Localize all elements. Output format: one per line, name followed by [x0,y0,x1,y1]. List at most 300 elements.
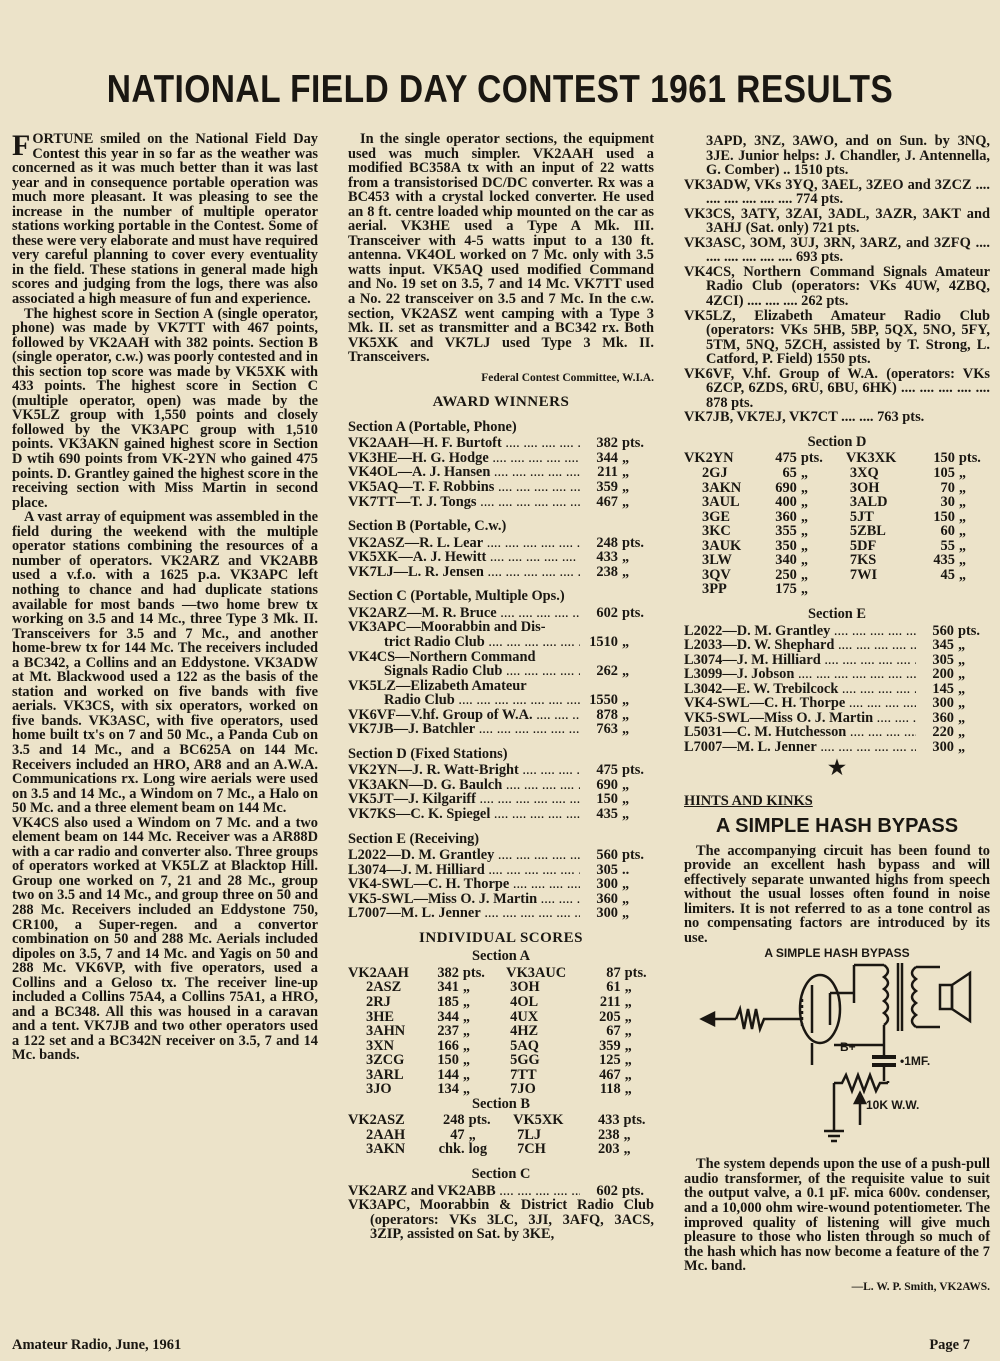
entry-unit: „ [958,724,966,741]
table-cell-points: 344 [437,1008,459,1025]
entry-unit: „ [958,651,966,668]
entry-unit: pts. [622,435,644,452]
list-item: VK3ADW, VKs 3YQ, 3AEL, 3ZEO and 3ZCZ .... .... .... .... .... .... 774 pts. [684,176,990,208]
table-cell-call-sign: 3AKN [702,479,742,496]
table-cell-unit: „ [800,581,809,598]
list-item: VK5LZ, Elizabeth Amateur Radio Club (operators: VKs 5HB, 5BP, 5QX, 5NO, 5FY, 5TM, 5NQ, 5ZCH, assisted by T. Strong, L. Catford, P. Field) 1550 pts. [684,307,990,368]
entry-points: 435 [596,805,618,822]
entry-name: VK2AAH—H. F. Burtoft .... [348,436,580,451]
table-cell-call-sign: 3PP [702,581,727,598]
table-cell-call-sign: 5GG [510,1052,540,1069]
table-cell-unit: „ [800,465,809,482]
table-cell-unit: „ [958,479,967,496]
entry-unit: pts. [622,604,644,621]
table-cell-unit: „ [958,465,967,482]
entry-points: 602 [596,1182,618,1199]
table-cell-call-sign: 7TT [510,1066,537,1083]
equipment-paragraph: A vast array of equipment was assembled in the field during the weekend with the multiple operator stations combining the resources of a number of operators. VK2ARZ and VK2ABB used a v.f.o. with a 1625 p.a. VK3APC left nothing to chance and had duplicate stations available for most bands —two home brew tx working on 3.5 and 14 Mc., three Type 3 Mk. II. Transceivers for 3.5 and 7 Mc., and another home-brew tx for 144 Mc. The receivers included a BC342, a Collins and an Eddystone. VK3ADW at Mt. Blackwood used a 122 as the basis of the station and worked on five bands with five aerials. VK3CS, with six operators, worked on five bands. VK3ASC, with five operators, used home built tx's on 7 and 50 Mc., a Panda Cub on 3.5 and 14 Mc., and a BC625A on 144 Mc. Receivers included an HRO, AR8 and an A.W.A. Communications rx. Long wire aerials were used on 3.5 and 14 Mc., a Windom on 7 Mc., a Halo on 50 Mc. and a three element beam on 144 Mc. [12,509,318,817]
table-row [348,1082,654,1097]
table-cell-unit: „ [624,1037,632,1054]
table-cell-call-sign: 5JT [849,508,874,525]
table-cell-call-sign: 2GJ [702,465,728,482]
table-row [684,568,990,583]
entry-unit: „ [622,479,630,496]
hints-and-kinks-heading: HINTS AND KINKS [684,793,813,810]
table-row [348,1039,654,1054]
award-section-b-heading: Section B (Portable, C.w.) [348,518,507,535]
table-cell-unit: „ [462,1081,471,1098]
list-item [348,906,654,921]
table-cell-call-sign: 3QV [702,566,731,583]
table-cell-points: 355 [775,523,797,540]
table-cell-unit: „ [624,1081,632,1098]
entry-points: 433 [596,549,618,566]
table-cell-call-sign: 2RJ [366,993,391,1010]
table-cell-unit [959,582,990,597]
entry-name: L3099—J. Jobson .... [684,667,916,682]
entry-points: 300 [932,695,954,712]
table-cell-unit: pts. [958,450,981,467]
table-cell-points: 211 [599,993,621,1010]
list-item: VK4CS, Northern Command Signals Amateur Radio Club (operators: VKs 4UW, 4ZBQ, 4ZCI) .... .... .... 262 pts. [684,263,990,310]
award-section-d-heading: Section D (Fixed Stations) [348,745,508,762]
entry-unit: pts. [622,847,644,864]
entry-name: trict Radio Club .... [384,635,580,650]
table-cell-unit: „ [462,1066,471,1083]
table-row [348,1053,654,1068]
entry-unit: „ [622,663,630,680]
table-cell-call-sign: 5ZBL [849,523,886,540]
table-cell-call-sign: 3ALD [849,494,888,511]
table-cell-unit: „ [800,552,809,569]
entry-points: 1510 [589,633,618,650]
entry-points: 382 [596,435,618,452]
entry-points: 300 [596,876,618,893]
table-cell-points: 134 [437,1081,459,1098]
table-cell-unit: pts. [462,964,485,981]
entry-unit: pts. [622,534,644,551]
entry-unit: „ [622,549,630,566]
circuit-title: A SIMPLE HASH BYPASS [764,946,910,961]
entry-points: 602 [596,604,618,621]
entry-unit: „ [622,449,630,466]
table-cell-call-sign: 3AUK [702,537,742,554]
column-3 [684,134,990,1298]
entry-points: 1550 [589,692,618,709]
list-item [684,682,990,697]
table-cell-call-sign: 3GE [702,508,730,525]
entry-unit: „ [622,905,630,922]
table-cell-unit: log [468,1141,488,1158]
page-title: NATIONAL FIELD DAY CONTEST 1961 RESULTS [106,68,894,111]
entry-unit: „ [958,738,966,755]
entry-name: VK4OL—A. J. Hansen .... [348,465,580,480]
award-section-c-heading: Section C (Portable, Multiple Ops.) [348,588,565,605]
table-cell-call-sign: VK2ASZ [348,1112,405,1129]
entry-name: VK2ARZ—M. R. Bruce .... [348,606,580,621]
footer-publication: Amateur Radio, June, 1961 [12,1337,182,1353]
entry-points: 467 [596,493,618,510]
table-cell-call-sign: 2ASZ [366,979,402,996]
entry-unit: .. [622,861,630,878]
equipment-paragraph-2: VK4CS also used a Windom on 7 Mc. and a two element beam on 144 Mc. Receiver was a AR88D with a car radio and converter also. Three groups of operators worked at VK5LZ at Blacktop Hill. Group one worked on 7, 21 and 28 Mc., group two on 3.5 and 14 Mc., and group three on 50 and 288 Mc. Receivers included an Eddystone 750, CR100, a Super-regen. and a convertor combination on 50 and 288 Mc. Aerials included dipoles on 3.5, 7 and 14 Mc. and Yagis on 50 and 288 Mc. VK6VP, with five operators, used a Collins and a Geloso tx. The receiver line-up included a Collins 75A4, a Collins 75A1, a HRO, and a BC348. All this was housed in a caravan and a tent. VK7JB and two other operators used a 122 set and a BC342N receiver on 3.5, 7 and 14 Mc. bands. [12,814,318,1064]
table-cell-unit: „ [624,1008,632,1025]
hash-bypass-signature: —L. W. P. Smith, VK2AWS. [851,1280,990,1293]
table-cell-call-sign: 3ARL [366,1066,404,1083]
list-item [684,740,990,755]
table-row [348,1068,654,1083]
table-cell-points: 248 [443,1112,465,1129]
table-cell-call-sign: 7KS [849,552,877,569]
table-cell-call-sign: 3AKN [366,1141,406,1158]
entry-name: Radio Club .... [384,693,580,708]
table-cell-call-sign [832,582,923,597]
list-item [348,708,654,723]
entry-unit: „ [958,666,966,683]
entry-points: 220 [932,724,954,741]
entry-name: VK7JB—J. Batchler .... [348,722,580,737]
table-row [684,451,990,466]
table-cell-call-sign: VK3AUC [506,964,567,981]
table-cell-points: 185 [437,993,459,1010]
table-cell-call-sign: 2AAH [366,1126,406,1143]
list-item [684,696,990,711]
individual-section-d-heading: Section D [807,433,867,450]
entry-unit: „ [622,493,630,510]
list-item [348,863,654,878]
table-cell-points: 144 [437,1066,459,1083]
table-cell-call-sign: VK2YN [684,450,734,467]
drop-cap: F [12,129,31,162]
table-cell-unit: „ [468,1126,476,1143]
list-item: VK4CS—Northern Command [348,648,536,665]
table-cell-points: 467 [599,1066,621,1083]
list-item [348,565,654,580]
table-cell-points: 118 [599,1081,621,1098]
table-cell-call-sign: 7LJ [517,1126,542,1143]
entry-name: L5031—C. M. Hutchesson .... [684,725,916,740]
table-cell-points: 150 [933,508,955,525]
entry-unit: „ [622,692,630,709]
table-row [684,524,990,539]
entry-name: VK7KS—C. K. Spiegel .... [348,807,580,822]
award-section-d-list [348,763,654,821]
table-cell-points: 475 [775,450,797,467]
table-cell-call-sign: 3AUL [702,494,740,511]
list-item [348,465,654,480]
table-cell-unit: „ [800,508,809,525]
entry-name: Signals Radio Club .... [384,664,580,679]
table-cell-unit: „ [624,1066,632,1083]
table-cell-call-sign: 5AQ [510,1037,539,1054]
entry-unit: „ [622,706,630,723]
table-cell-points: 350 [775,537,797,554]
table-cell-call-sign: VK5XK [513,1112,564,1129]
table-cell-points: 435 [933,552,955,569]
entry-unit: „ [622,563,630,580]
intro-text: ORTUNE smiled on the National Field Day Contest this year in so far as the weather was concerned as it was much better than it was last year and in consequence portable operation was much more pleasant. It was pleasing to see the increase in the number of multiple operator stations working portable in the Contest. Some of these were very elaborate and must have required very careful planning to cover every eventuality in the field. These stations in general made high scores and judging from the logs, there was also associated a high measure of fun and experience. [12,131,318,308]
table-cell-points: 60 [940,523,955,540]
table-cell-points: 87 [606,964,621,981]
entry-points: 305 [932,651,954,668]
table-row [348,1113,654,1128]
table-cell-unit: „ [462,993,471,1010]
table-cell-call-sign: 3OH [510,979,540,996]
entry-name: VK5-SWL—Miss O. J. Martin .... [684,711,916,726]
award-section-c-list [348,606,654,737]
table-cell-unit: „ [958,552,967,569]
table-cell-unit: „ [958,566,967,583]
table-row [684,510,990,525]
entry-unit: „ [958,637,966,654]
table-row [348,1010,654,1025]
entry-points: 211 [597,464,618,481]
entry-name: VK4-SWL—C. H. Thorpe .... [348,877,580,892]
entry-points: 690 [596,776,618,793]
table-cell-unit: „ [462,1023,471,1040]
column-1 [12,129,318,1064]
circuit-capacitor-label: •1MF. [900,1054,931,1069]
circuit-potentiometer-label: 10K W.W. [866,1098,920,1113]
table-cell-call-sign: 7JO [510,1081,536,1098]
table-row [684,481,990,496]
table-cell-call-sign: 3XQ [849,465,879,482]
table-cell-unit: „ [624,1023,632,1040]
table-cell-call-sign: 4UX [510,1008,539,1025]
entry-name: VK2ASZ—R. L. Lear .... [348,536,580,551]
entry-name: VK5AQ—T. F. Robbins .... [348,480,580,495]
table-cell-points: 250 [775,566,797,583]
individual-section-d-table [684,451,990,596]
table-row [684,495,990,510]
table-cell-points: 690 [775,479,797,496]
table-cell-unit: „ [800,494,809,511]
table-row [684,553,990,568]
table-cell-points [923,582,959,597]
table-cell-unit: „ [800,523,809,540]
table-cell-unit: „ [462,1052,471,1069]
table-cell-unit: „ [958,537,967,554]
list-item: VK6VF, V.hf. Group of W.A. (operators: VKs 6ZCP, 6ZDS, 6RU, 6BU, 6HK) .... .... .... .... .... 878 pts. [684,365,990,411]
award-section-a-list [348,436,654,509]
list-item [348,877,654,892]
table-cell-call-sign: 4HZ [510,1023,539,1040]
entry-unit: „ [622,805,630,822]
list-item: 3APD, 3NZ, 3AWO, and on Sun. by 3NQ, 3JE. Junior helps: J. Chandler, J. Antennella, G. Comber) .. 1510 pts. [706,133,990,179]
list-item: VK7JB, VK7EJ, VK7CT .... .... 763 pts. [684,409,925,426]
list-item [348,536,654,551]
table-row [348,1128,654,1143]
table-cell-unit: „ [624,1052,632,1069]
list-item [684,653,990,668]
table-cell-points: 105 [933,465,955,482]
list-item [684,725,990,740]
table-cell-points: 237 [437,1023,459,1040]
list-item [348,635,654,650]
table-cell-points: 61 [606,979,621,996]
table-cell-call-sign: 7CH [517,1141,546,1158]
table-cell-points: 340 [775,552,797,569]
table-cell-points: 205 [599,1008,621,1025]
award-section-a-heading: Section A (Portable, Phone) [348,418,517,435]
table-cell-unit: „ [624,993,632,1010]
table-cell-unit: „ [958,494,967,511]
individual-section-e-list [684,624,990,755]
entry-points: 475 [596,762,618,779]
entry-unit: „ [622,890,630,907]
list-item: VK3ASC, 3OM, 3UJ, 3RN, 3ARZ, and 3ZFQ .... .... .... .... .... .... 693 pts. [684,234,990,266]
entry-points: 150 [596,791,618,808]
list-item [684,711,990,726]
individual-section-c-heading: Section C [471,1166,531,1182]
entry-name: VK5-SWL—Miss O. J. Martin .... [348,892,580,907]
entry-points: 305 [596,861,618,878]
list-item [348,693,654,708]
entry-points: 145 [932,680,954,697]
list-item [348,480,654,495]
entry-name: VK6VF—V.hf. Group of W.A. .... [348,708,580,723]
table-row [348,995,654,1010]
hash-bypass-paragraph: The accompanying circuit has been found to provide an excellent hash bypass and will effectively separate unwanted highs from speech without the usual losses often found in noise limiters. It is not referred to as a tone control as no compensating factors are introduced by its use. [684,842,990,946]
table-cell-unit: pts. [800,450,823,467]
table-row [684,539,990,554]
individual-section-a-heading: Section A [472,948,530,965]
table-cell-points: 30 [940,494,955,511]
table-cell-unit: „ [623,1141,631,1158]
entry-points: 344 [596,449,618,466]
table-cell-points: 238 [597,1126,620,1143]
entry-name: VK7LJ—L. R. Jensen .... [348,565,580,580]
individual-section-b-heading: Section B [472,1095,530,1112]
table-cell-unit: „ [462,1008,471,1025]
table-cell-points: 360 [775,508,797,525]
table-cell-unit: pts. [624,964,647,981]
table-cell-points: 175 [775,581,797,598]
entry-unit: „ [958,695,966,712]
table-cell-call-sign: VK2AAH [348,964,409,981]
circuit-diagram [684,945,990,1157]
entry-name: L3074—J. M. Hilliard .... [684,653,916,668]
list-item [348,722,654,737]
table-cell-unit: pts. [623,1112,646,1129]
table-cell-unit: „ [800,566,809,583]
entry-name: VK4-SWL—C. H. Thorpe .... [684,696,916,711]
entry-points: 560 [596,847,618,864]
entry-unit: pts. [622,1182,644,1199]
entry-name: VK2YN—J. R. Watt-Bright .... [348,763,580,778]
entry-points: 300 [596,905,618,922]
table-cell-points: 55 [940,537,955,554]
entry-points: 360 [932,709,954,726]
column-2 [348,132,654,1242]
award-section-e-heading: Section E (Receiving) [348,830,480,847]
table-cell-call-sign: 3LW [702,552,732,569]
table-cell-call-sign: 3OH [849,479,880,496]
list-item [348,495,654,510]
single-operator-paragraph: In the single operator sections, the equipment used was much simpler. VK2AAH used a modified BC358A tx with an input of 22 watts from a transistorised DC/DC converter. Rx was a BC453 with a crystal locked converter. He used an 8 ft. centre loaded whip mounted on the car as aerial. VK3HE used a Type A Mk. III. Transceiver with 4-5 watts input to a 130 ft. antenna. VK4OL worked on 7 Mc. only with 3.5 watts input. VK5AQ used modified Command and No. 19 set on 3.5, 7 and 14 Mc. VK7TT used a No. 22 transceiver on 3.5 and 7 Mc. In the c.w. section, VK2ASZ went camping with a Type 3 Mk. II. set as transmitter and a BC342 rx. Both VK5XK and VK7LJ used Type 3 Mk. II. Transceivers. [348,131,654,366]
table-cell-points: 433 [597,1112,620,1129]
table-cell-unit: „ [624,979,632,996]
list-item [348,436,654,451]
individual-scores-heading: INDIVIDUAL SCORES [419,929,583,946]
table-cell-points: 382 [437,964,459,981]
entry-name: L2033—D. W. Shephard .... [684,638,916,653]
table-cell-call-sign: 3KC [702,523,731,540]
table-cell-points: 341 [437,979,459,996]
entry-unit: „ [622,464,630,481]
table-cell-unit: „ [958,523,967,540]
table-cell-points: 47 [450,1126,465,1143]
individual-section-a-table [348,966,654,1097]
table-cell-call-sign: 3XN [366,1037,394,1054]
table-cell-points: 150 [933,450,955,467]
entry-points: 763 [596,721,618,738]
entry-points: 248 [596,534,618,551]
entry-name: L3042—E. W. Trebilcock .... [684,682,916,697]
list-item [348,892,654,907]
entry-name: L3074—J. M. Hilliard .... [348,863,580,878]
entry-unit: „ [622,633,630,650]
table-cell-points: 45 [940,566,955,583]
table-cell-call-sign: 3HE [366,1008,394,1025]
table-cell-points: 67 [606,1023,621,1040]
entry-name: L7007—M. L. Jenner .... [348,906,580,921]
table-cell-unit: „ [800,479,809,496]
list-item [348,807,654,822]
entry-unit: „ [622,791,630,808]
list-item [348,848,654,863]
table-cell-points: 125 [599,1052,621,1069]
table-cell-call-sign: 4OL [510,993,539,1010]
entry-unit: „ [622,721,630,738]
table-row [348,1142,654,1157]
entry-unit: pts. [622,762,644,779]
table-cell-points: 166 [437,1037,459,1054]
entry-points: 200 [932,666,954,683]
table-cell-call-sign: VK3XK [845,450,897,467]
entry-points: 345 [932,637,954,654]
table-row [684,582,990,597]
table-cell-unit: „ [958,508,967,525]
table-row [348,966,654,981]
table-cell-points: 65 [782,465,797,482]
entry-points: 560 [932,622,954,639]
entry-unit: „ [622,776,630,793]
hash-bypass-paragraph-2: The system depends upon the use of a push-pull audio transformer, of the requisite value to suit the output valve, a 0.1 µF. mica 600v. condenser, and a 10,000 ohm wire-wound potentiometer. The improved quality of listening will give much pleasure to those who listen through so much of the hash which has now become a feature of the 7 Mc. band. [684,1156,990,1275]
table-cell-points: 203 [597,1141,620,1158]
entry-unit: „ [622,876,630,893]
list-item [348,606,654,621]
individual-section-e-heading: Section E [808,605,866,622]
entry-name: VK3AKN—D. G. Baulch .... [348,778,580,793]
table-cell-points: chk. [438,1141,465,1158]
circuit-schematic [684,945,990,1157]
list-item [348,778,654,793]
entry-points: 878 [596,706,618,723]
committee-signature: Federal Contest Committee, W.I.A. [481,371,654,384]
award-section-b-list [348,536,654,580]
intro-paragraph [12,129,318,308]
star-icon: ★ [828,757,846,780]
entry-name: L2022—D. M. Grantley .... [348,848,580,863]
circuit-bplus-label: B+ [840,1040,856,1055]
entry-points: 360 [596,890,618,907]
table-cell-unit: „ [462,979,471,996]
table-cell-call-sign: 3JO [366,1081,392,1098]
entry-unit: pts. [958,622,980,639]
table-cell-call-sign: 5DF [849,537,877,554]
table-cell-call-sign: 7WI [849,566,878,583]
